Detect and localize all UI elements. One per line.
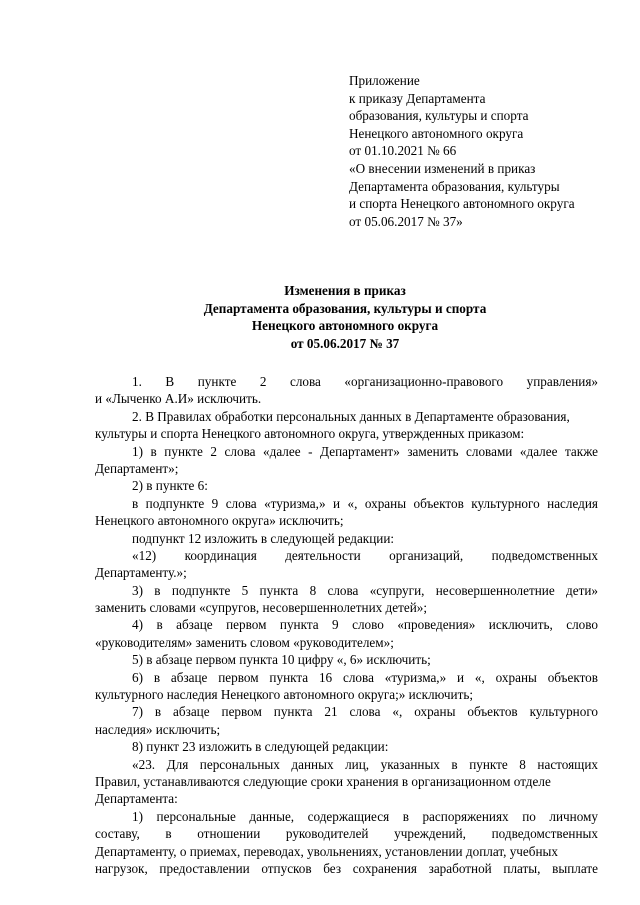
body-line: 2. В Правилах обработки персональных данных в Департаменте образования,: [132, 408, 570, 424]
appendix-line: Ненецкого автономного округа: [349, 125, 524, 141]
title-line: Департамента образования, культуры и спорта: [203, 300, 487, 316]
appendix-line: от 01.10.2021 № 66: [349, 143, 457, 159]
appendix-line: к приказу Департамента: [349, 90, 486, 106]
appendix-line: «О внесении изменений в приказ: [349, 160, 536, 176]
title-line: от 05.06.2017 № 37: [290, 335, 400, 351]
body-line: 3) в подпункте 5 пункта 8 слова «супруги, несовершеннолетние дети»: [132, 582, 598, 598]
body-line: «12) координация деятельности организаций, подведомственных: [132, 547, 598, 563]
title-line: Изменения в приказ: [284, 283, 406, 298]
body-line: культурного наследия Ненецкого автономного округа;» исключить;: [95, 687, 474, 703]
body-line: подпункт 12 изложить в следующей редакции:: [132, 530, 395, 546]
body-line: 7) в абзаце первом пункта 21 слова «, охраны объектов культурного: [132, 704, 598, 720]
body-line: Департамента:: [95, 791, 178, 807]
body-line: «23. Для персональных данных лиц, указанных в пункте 8 настоящих: [132, 756, 598, 772]
body-line: в подпункте 9 слова «туризма,» и «, охраны объектов культурного наследия: [132, 495, 598, 511]
body-line: 8) пункт 23 изложить в следующей редакции:: [132, 739, 389, 755]
body-line: культуры и спорта Ненецкого автономного округа, утвержденных приказом:: [95, 426, 525, 442]
appendix-line: и спорта Ненецкого автономного округа: [349, 196, 575, 212]
body-line: составу, в отношении руководителей учреждений, подведомственных: [95, 826, 598, 842]
body-line: 6) в абзаце первом пункта 16 слова «туризма,» и «, охраны объектов: [132, 669, 598, 685]
document-title: [95, 282, 595, 352]
body-line: Департамент»;: [95, 460, 179, 476]
body-line: «руководителям» заменить словом «руководителем»;: [95, 634, 394, 650]
appendix-line: от 05.06.2017 № 37»: [349, 213, 463, 229]
body-line: Ненецкого автономного округа» исключить;: [95, 513, 344, 529]
body-line: 1) в пункте 2 слова «далее - Департамент» заменить словами «далее также: [132, 443, 598, 459]
appendix-line: образования, культуры и спорта: [349, 108, 529, 124]
body-line: 2) в пункте 6:: [132, 478, 208, 494]
body-line: 1. В пункте 2 слова «организационно-правового управления»: [132, 374, 598, 389]
body-line: и «Лыченко А.И» исключить.: [95, 391, 262, 407]
body-line: 4) в абзаце первом пункта 9 слово «проведения» исключить, слово: [132, 617, 598, 633]
appendix-header: [349, 72, 619, 230]
body-line: заменить словами «супругов, несовершеннолетних детей»;: [95, 600, 428, 616]
document-body: [95, 373, 598, 877]
title-line: Ненецкого автономного округа: [251, 318, 439, 334]
body-line: Департаменту, о приемах, переводах, увольнениях, установлении доплат, учебных: [95, 843, 559, 859]
body-line: Правил, устанавливаются следующие сроки хранения в организационном отделе: [95, 773, 551, 789]
appendix-line: Приложение: [349, 73, 420, 88]
body-line: Департаменту.»;: [95, 565, 187, 581]
body-line: нагрузок, предоставлении отпусков без сохранения заработной платы, выплате: [95, 860, 598, 876]
body-line: 1) персональные данные, содержащиеся в распоряжениях по личному: [132, 808, 598, 824]
body-line: 5) в абзаце первом пункта 10 цифру «, 6» исключить;: [132, 652, 431, 668]
body-line: наследия» исключить;: [95, 721, 221, 737]
appendix-line: Департамента образования, культуры: [349, 178, 560, 194]
